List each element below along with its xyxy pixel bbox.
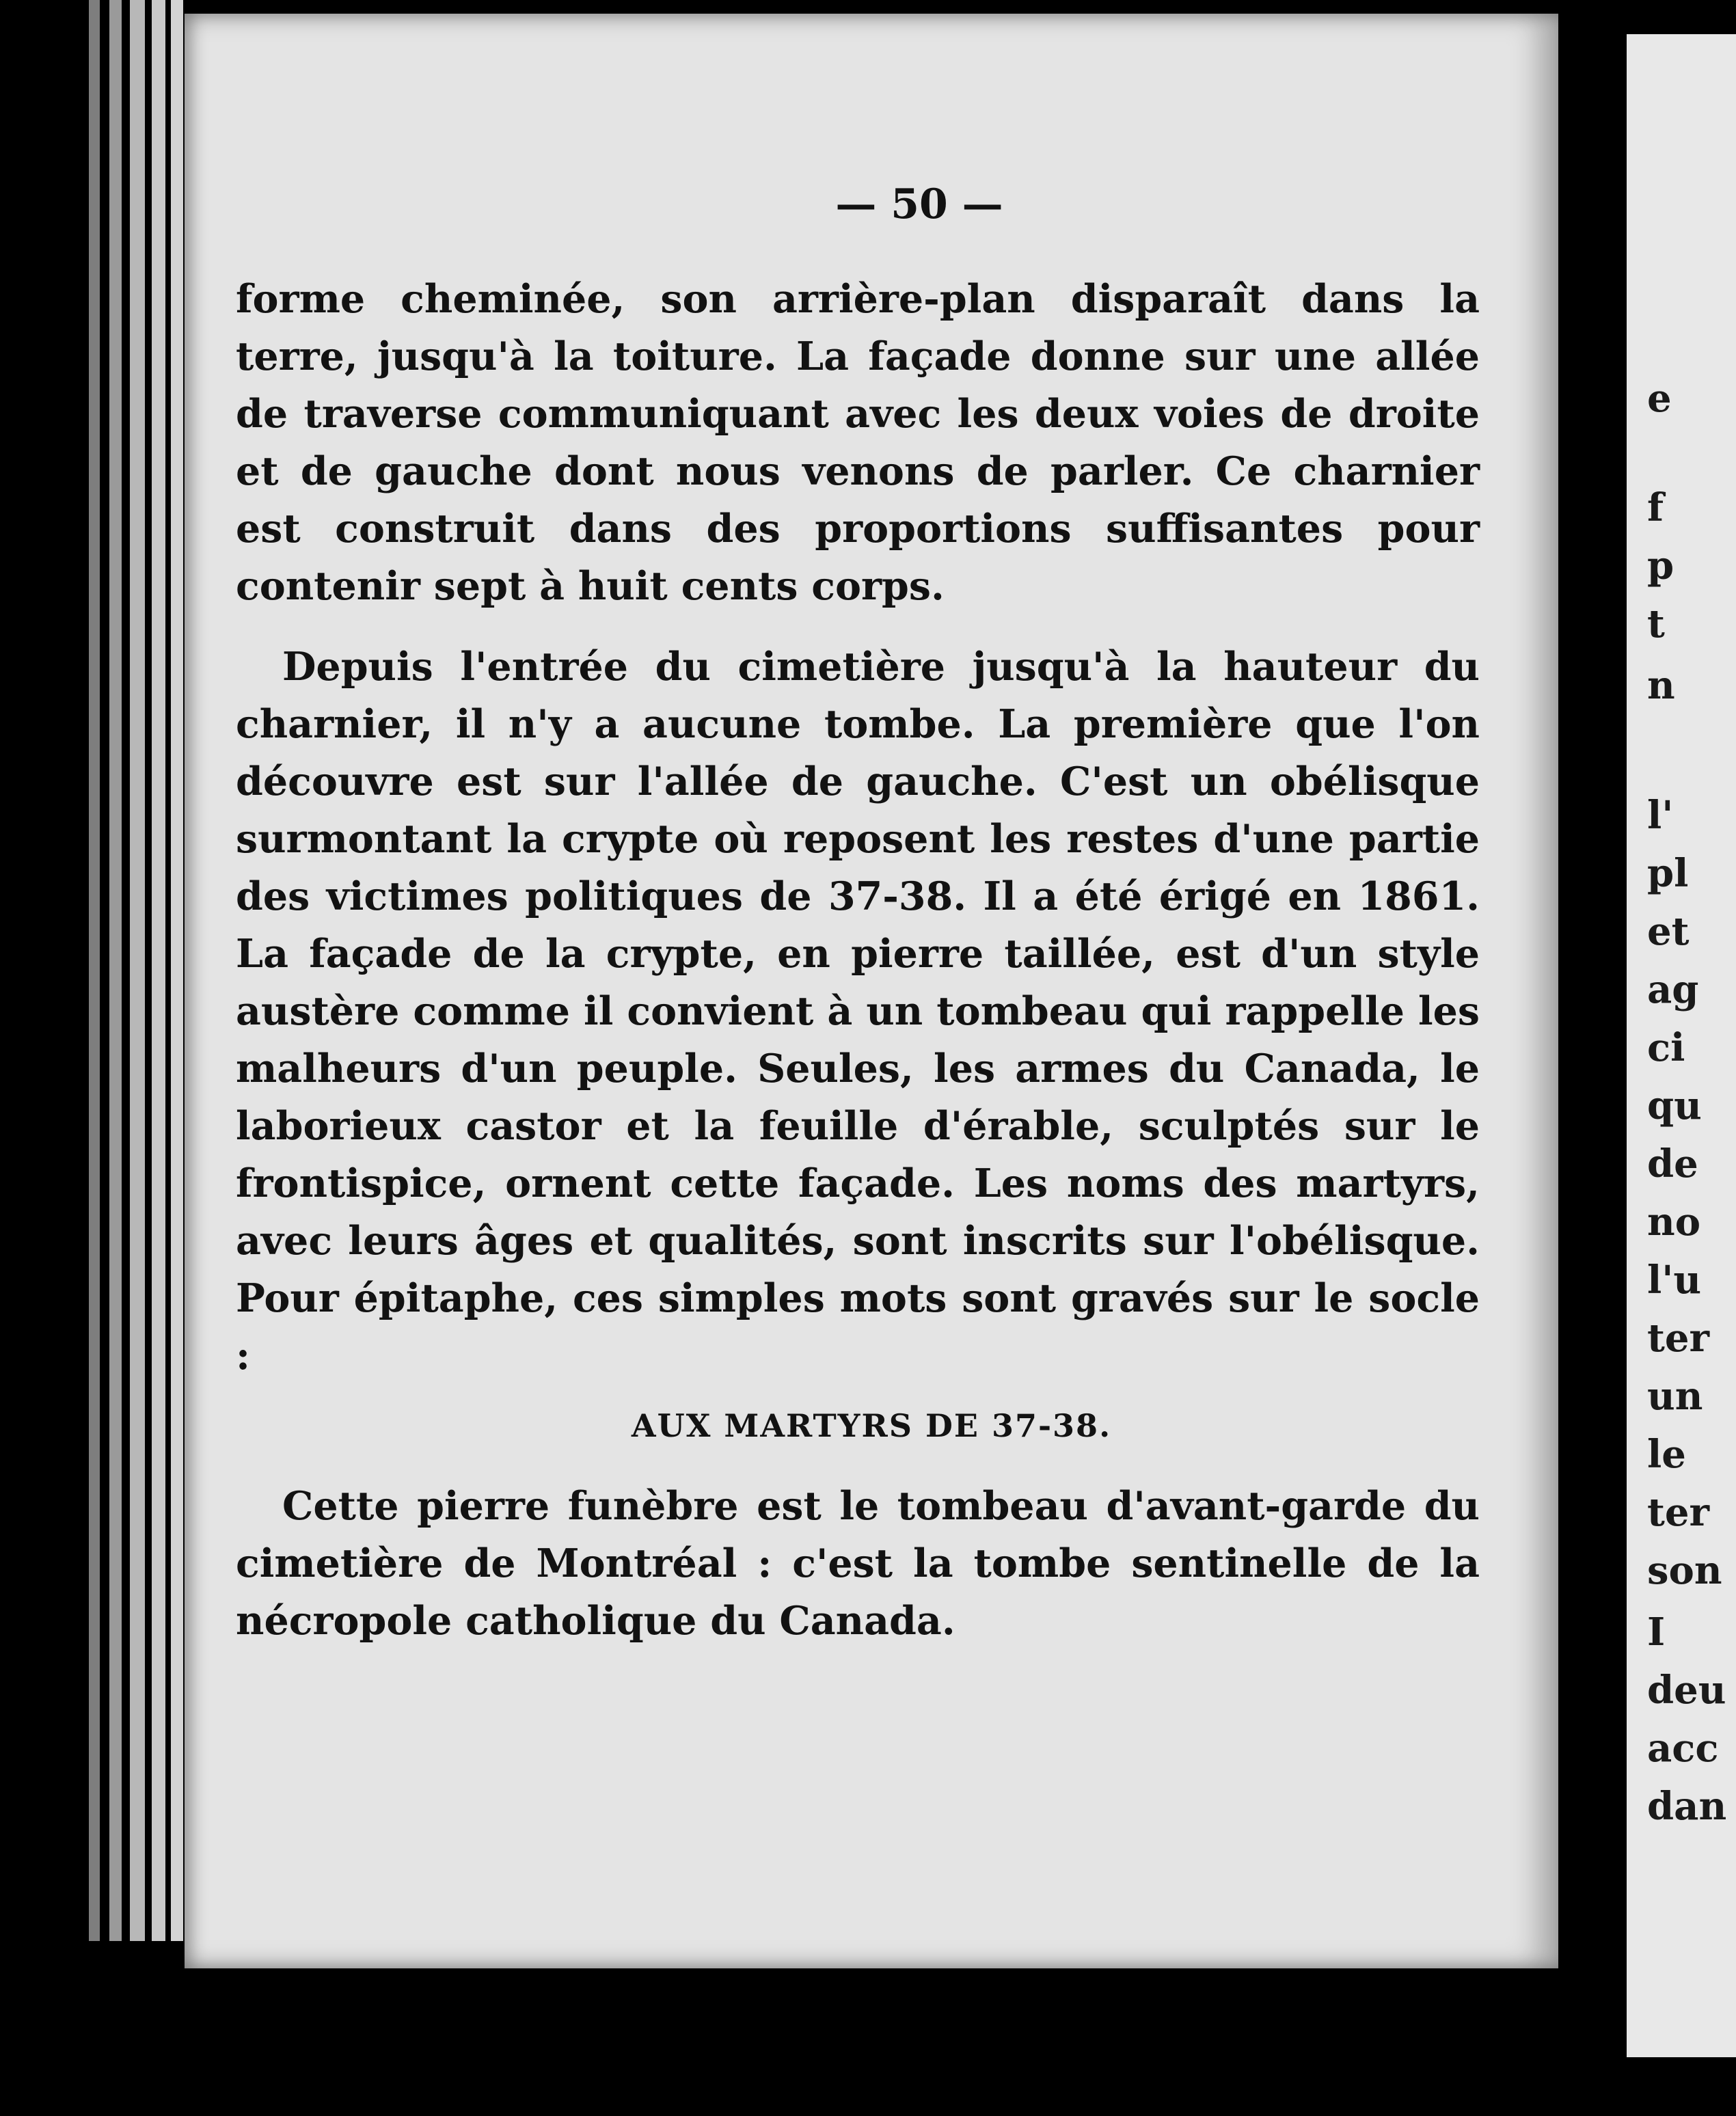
- paragraph-2: Depuis l'entrée du cimetière jusqu'à la hauteur du charnier, il n'y a aucune tombe. La première que l'on découvre est sur l'allée de gauche. C'est un obélisque surmontant la crypte où reposent les restes d'une partie des victimes politiques de 37-38. Il a été érigé en 1861. La façade de la crypte, en pierre taillée, est d'un style austère comme il convient à un tombeau qui rappelle les malheurs d'un peuple. Seules, les armes du Canada, le laborieux castor et la feuille d'érable, sculptés sur le frontispice, ornent cette façade. Les noms des martyrs, avec leurs âges et qualités, sont inscrits sur l'obélisque. Pour épitaphe, ces simples mots sont gravés sur le socle :: [236, 644, 1480, 1379]
- paragraph-3: Cette pierre funèbre est le tombeau d'avant-garde du cimetière de Montréal : c'est la tombe sentinelle de la nécropole catholique du Canada.: [236, 1483, 1480, 1644]
- next-page-fragment: de: [1647, 1141, 1698, 1186]
- page-edge: [171, 0, 183, 1941]
- page-edge: [130, 0, 145, 1941]
- page-edge: [152, 0, 165, 1941]
- page-body: [236, 271, 1480, 1650]
- next-page-fragment: son: [1647, 1548, 1722, 1593]
- next-page-fragment: ci: [1647, 1025, 1685, 1070]
- next-page-fragment: f: [1647, 485, 1664, 530]
- next-page-fragment: no: [1647, 1199, 1701, 1245]
- next-page-fragment: un: [1647, 1374, 1703, 1419]
- paragraph-1: forme cheminée, son arrière-plan disparaît dans la terre, jusqu'à la toiture. La façade donne sur une allée de traverse communiquant avec les deux voies de droite et de gauche dont nous venons de parler. Ce charnier est construit dans des proportions suffisantes pour contenir sept à huit cents corps.: [236, 276, 1480, 609]
- next-page-fragment: I: [1647, 1610, 1666, 1655]
- next-page-fragment: n: [1647, 663, 1675, 708]
- page-edge: [89, 0, 100, 1941]
- next-page-fragment: p: [1647, 543, 1674, 588]
- next-page-fragment: et: [1647, 909, 1690, 954]
- next-page-fragment: acc: [1647, 1726, 1719, 1771]
- next-page-fragment: l'u: [1647, 1258, 1702, 1303]
- next-page-fragment: qu: [1647, 1083, 1702, 1128]
- next-page-fragment: ter: [1647, 1490, 1709, 1535]
- next-page-fragment: deu: [1647, 1668, 1726, 1713]
- next-page-fragment: e: [1647, 376, 1672, 421]
- inscription: AUX MARTYRS DE 37-38.: [631, 1407, 1112, 1444]
- next-page-fragment: ag: [1647, 967, 1699, 1012]
- next-page-strip: [1627, 34, 1736, 2057]
- next-page-fragment: pl: [1647, 851, 1689, 896]
- next-page-fragment: ter: [1647, 1316, 1709, 1361]
- page-number: — 50 —: [835, 180, 1003, 228]
- page-edge: [109, 0, 122, 1941]
- next-page-fragment: dan: [1647, 1784, 1727, 1829]
- next-page-fragment: le: [1647, 1432, 1686, 1477]
- next-page-fragment: l': [1647, 793, 1674, 838]
- next-page-fragment: t: [1647, 601, 1665, 647]
